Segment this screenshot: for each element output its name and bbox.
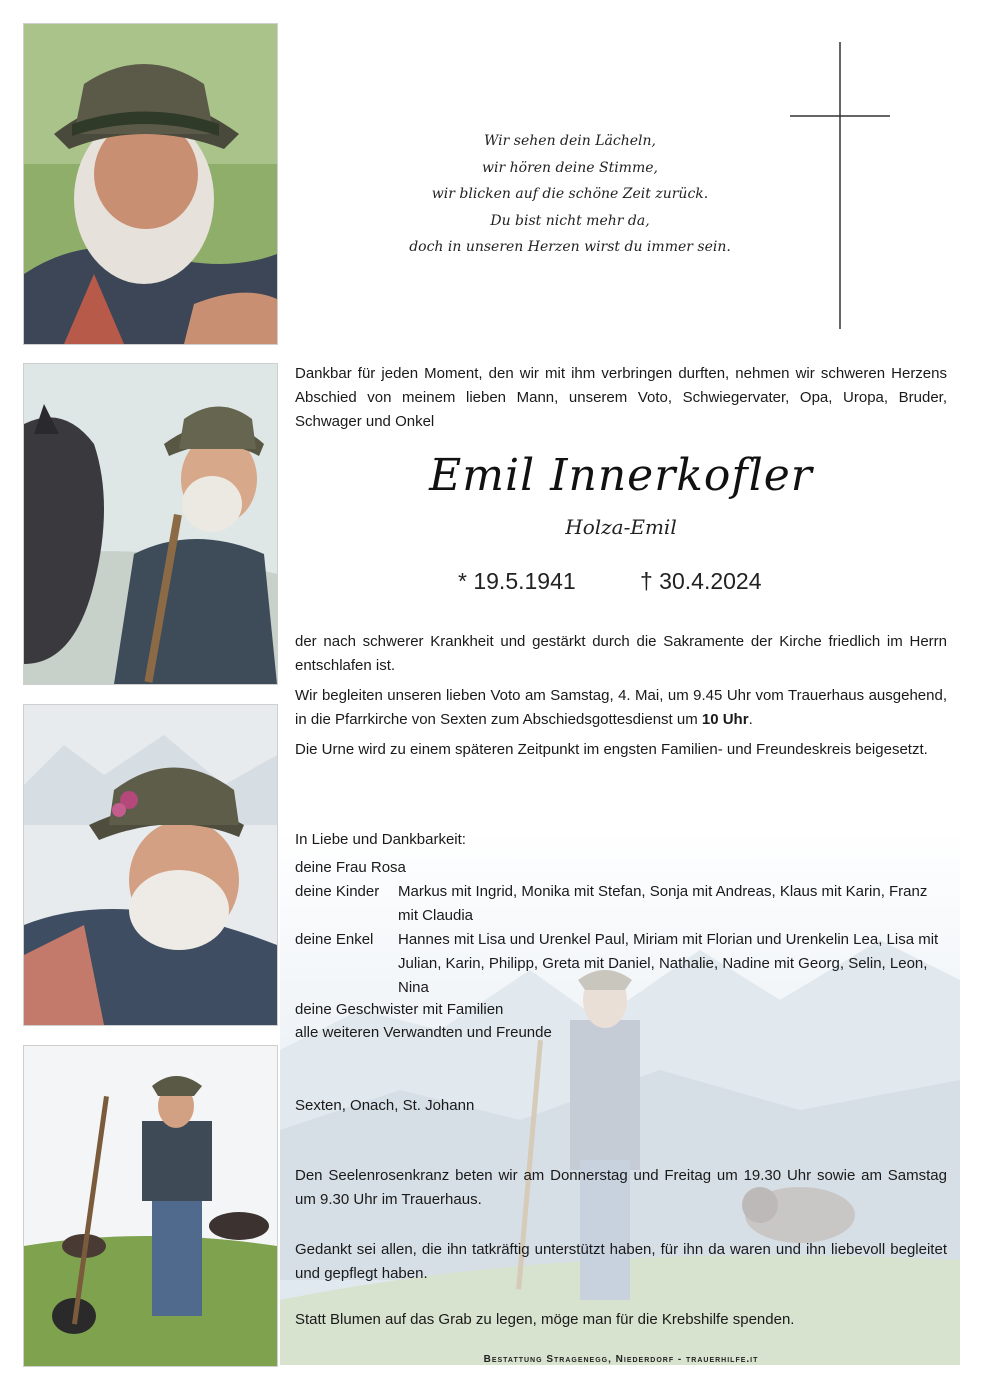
poem-line: doch in unseren Herzen wirst du immer sein. — [409, 239, 731, 255]
photo-full-figure-meadow — [23, 1045, 278, 1367]
children-list: Markus mit Ingrid, Monika mit Stefan, Sonja mit Andreas, Klaus mit Karin, Franz mit Claudia — [398, 883, 928, 924]
passing-paragraph: der nach schwerer Krankheit und gestärkt durch die Sakramente der Kirche friedlich im Herrn entschlafen ist. — [295, 633, 947, 674]
children-label: deine Kinder — [295, 883, 380, 900]
portrait-photo-laughing — [23, 23, 278, 345]
intro-paragraph: Dankbar für jeden Moment, den wir mit ihm verbringen durften, nehmen wir schweren Herzens Abschied von meinem lieben Mann, unserem Voto, Schwiegervater, Opa, Uropa, Bruder, Schwager und Onkel — [295, 365, 947, 430]
poem-line: Du bist nicht mehr da, — [490, 212, 650, 229]
poem-line: Wir sehen dein Lächeln, — [484, 133, 656, 149]
funeral-time: 10 Uhr — [701, 711, 749, 728]
death-date: † 30.4.2024 — [640, 568, 762, 594]
grandchildren-list: Hannes mit Lisa und Urenkel Paul, Miriam mit Florian und Urenkelin Lea, Lisa mit Julian, Karin, Philipp, Greta mit Daniel, Nathalie, Nadine mit Georg, Selin, Leon, Nina — [398, 931, 939, 996]
grandchildren-label: deine Enkel — [295, 931, 374, 948]
urn-paragraph: Die Urne wird zu einem späteren Zeitpunkt im engsten Familien- und Freundeskreis beigesetzt. — [295, 741, 928, 758]
photo-with-horse — [23, 363, 278, 685]
photo-hat-profile — [23, 704, 278, 1026]
funeral-paragraph — [295, 684, 947, 732]
funeral-text: Wir begleiten unseren lieben Voto am Samstag, 4. Mai, um 9.45 Uhr vom Trauerhaus ausgehend, in die Pfarrkirche von Sexten zum Abschiedsgottesdienst um — [295, 687, 947, 728]
rosary-paragraph: Den Seelenrosenkranz beten wir am Donnerstag und Freitag um 19.30 Uhr sowie am Samstag um 9.30 Uhr im Trauerhaus. — [295, 1167, 947, 1208]
family-siblings: deine Geschwister mit Familien — [295, 1001, 504, 1018]
family-wife: deine Frau Rosa — [295, 859, 406, 876]
memorial-poem — [380, 128, 760, 261]
funeral-home-footer: Bestattung Stragenegg, Niederdorf - trauerhilfe.it — [483, 1354, 759, 1365]
flowers-paragraph: Statt Blumen auf das Grab zu legen, möge man für die Krebshilfe spenden. — [295, 1311, 795, 1328]
deceased-nickname: Holza-Emil — [565, 515, 677, 539]
cross-symbol — [790, 42, 890, 329]
gratitude-paragraph: Gedankt sei allen, die ihn tatkräftig unterstützt haben, für ihn da waren und ihn liebevoll begleitet und gepflegt haben. — [295, 1241, 947, 1282]
family-relatives: alle weiteren Verwandten und Freunde — [295, 1024, 552, 1041]
poem-line: wir blicken auf die schöne Zeit zurück. — [431, 186, 709, 202]
poem-line: wir hören deine Stimme, — [482, 159, 658, 176]
places-line: Sexten, Onach, St. Johann — [295, 1097, 475, 1114]
family-heading: In Liebe und Dankbarkeit: — [295, 831, 466, 848]
birth-date: * 19.5.1941 — [458, 568, 576, 594]
funeral-text-end: . — [748, 711, 753, 728]
deceased-name: Emil Innerkofler — [429, 450, 813, 501]
